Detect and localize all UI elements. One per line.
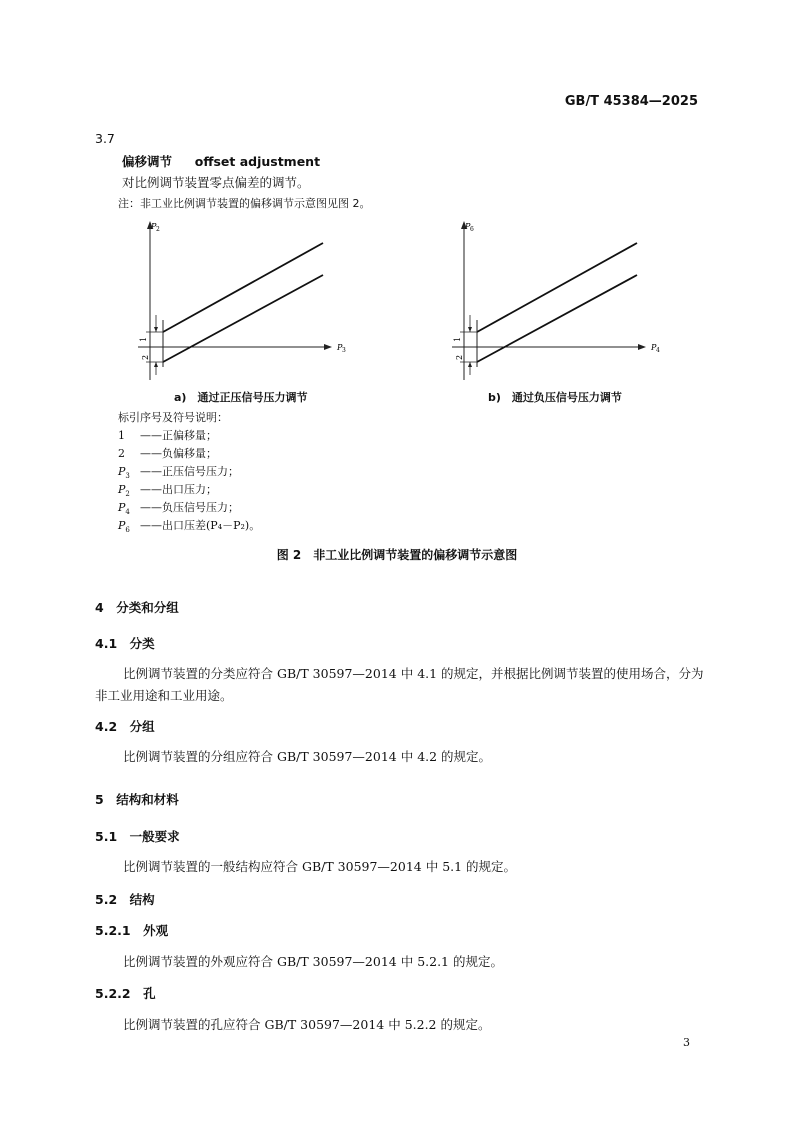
section-5-2-heading: 5.2 结构 [95,892,155,907]
figure-2a-caption: a) 通过正压信号压力调节 [174,391,308,404]
legend-item: 2 ——负偏移量； [118,447,217,460]
section-5-2-2-text: 比例调节装置的孔应符合 GB/T 30597—2014 中 5.2.2 的规定。 [123,1017,491,1032]
x-axis-sub: 3 [342,347,346,354]
section-5-2-1-heading: 5.2.1 外观 [95,923,169,938]
section-5-1-heading: 5.1 一般要求 [95,829,180,844]
section-4-2-text: 比例调节装置的分组应符合 GB/T 30597—2014 中 4.2 的规定。 [123,749,492,764]
section-5-2-1-text: 比例调节装置的外观应符合 GB/T 30597—2014 中 5.2.1 的规定。 [123,954,503,969]
term-note: 注：非工业比例调节装置的偏移调节示意图见图 2。 [118,197,371,210]
section-4-2-heading: 4.2 分组 [95,719,155,734]
term-zh: 偏移调节 [122,154,173,169]
mark-1: 1 [139,336,148,342]
mark-2: 2 [141,354,150,360]
figure-2b-diagram [432,215,672,385]
legend-title: 标引序号及符号说明： [118,411,228,424]
legend-item: 1 ——正偏移量； [118,429,217,442]
y-axis-sub: 2 [156,226,160,233]
legend-item: $P_6$ ——出口压差(P₄－P₂)。 [118,519,261,535]
x-axis-sub: 4 [656,347,660,354]
standard-number: GB/T 45384—2025 [564,94,698,109]
legend-item: $P_2$ ——出口压力； [118,483,217,499]
term-en: offset adjustment [194,154,321,169]
term-number: 3.7 [95,131,115,146]
x-axis-label: P [651,343,657,352]
section-4-1-heading: 4.1 分类 [95,636,155,651]
term-definition: 对比例调节装置零点偏差的调节。 [122,175,310,190]
page-number: 3 [683,1036,690,1049]
term-title [122,152,320,170]
section-5-heading: 5 结构和材料 [95,792,179,807]
y-axis-label: P [151,222,157,231]
mark-2: 2 [455,354,464,360]
y-axis-sub: 6 [470,226,474,233]
section-4-1-text: 比例调节装置的分类应符合 GB/T 30597—2014 中 4.1 的规定，并根据比例调节装置的使用场合，分为非工业用途和工业用途。 [95,666,704,703]
section-4-heading: 4 分类和分组 [95,600,179,615]
y-axis-label: P [465,222,471,231]
section-5-1-text: 比例调节装置的一般结构应符合 GB/T 30597—2014 中 5.1 的规定。 [123,859,517,874]
mark-1: 1 [453,336,462,342]
legend-item: $P_3$ ——正压信号压力； [118,465,239,481]
figure-title: 图 2 非工业比例调节装置的偏移调节示意图 [276,548,518,562]
section-5-2-2-heading: 5.2.2 孔 [95,986,156,1001]
legend-item: $P_4$ ——负压信号压力； [118,501,239,517]
figure-2a-diagram [118,215,358,385]
figure-2b-caption: b) 通过负压信号压力调节 [488,391,622,404]
x-axis-label: P [337,343,343,352]
